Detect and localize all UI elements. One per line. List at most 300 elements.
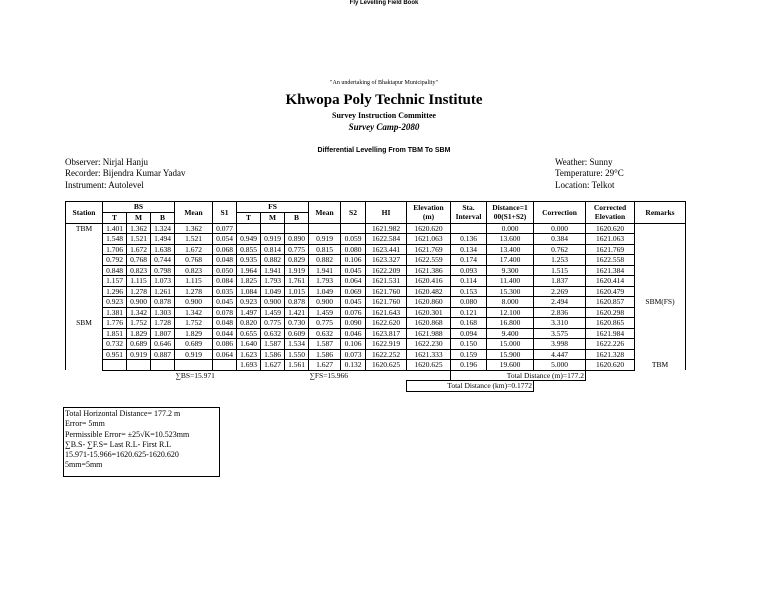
- cell-bs-t: 1.548: [103, 234, 127, 245]
- cell-distance: 11.400: [487, 276, 534, 287]
- cell-fs-m: 1.793: [261, 276, 285, 287]
- table-row: [66, 328, 711, 339]
- cell-sta-interval: 0.121: [451, 307, 487, 318]
- cell-hi: 1622.620: [366, 318, 407, 329]
- cell-s2: 0.106: [341, 255, 366, 266]
- cell-s2: 0.064: [341, 276, 366, 287]
- cell-bs-m: 1.521: [127, 234, 151, 245]
- cell-elevation: 1620.625: [407, 360, 451, 371]
- cell-station: [66, 307, 103, 318]
- table-row: [66, 339, 711, 350]
- cell-remarks: [635, 265, 686, 276]
- cell-bs-mean: 0.900: [175, 297, 213, 308]
- cell-bs-t: 0.732: [103, 339, 127, 350]
- cell-fs-m: 1.586: [261, 349, 285, 360]
- cell-s2: 0.076: [341, 307, 366, 318]
- col-elevation: Elevation (m): [407, 202, 451, 224]
- cell-correction: 0.384: [534, 234, 586, 245]
- note-line: Error= 5mm: [65, 419, 105, 429]
- cell-elevation: 1622.559: [407, 255, 451, 266]
- observer: Observer: Nirjal Hanju: [65, 157, 148, 167]
- cell-elevation: 1620.301: [407, 307, 451, 318]
- cell-bs-t: 1.381: [103, 307, 127, 318]
- cell-bs-m: 0.768: [127, 255, 151, 266]
- cell-bs-b: 1.494: [151, 234, 175, 245]
- cell-fs-b: 1.761: [285, 276, 309, 287]
- table-row: [66, 223, 711, 234]
- cell-fs-t: 1.497: [237, 307, 261, 318]
- cell-remarks: [635, 255, 686, 266]
- cell-bs-b: 1.261: [151, 286, 175, 297]
- cell-elevation: 1620.860: [407, 297, 451, 308]
- cell-fs-m: 1.627: [261, 360, 285, 371]
- cell-bs-m: 1.672: [127, 244, 151, 255]
- cell-remarks: [635, 223, 686, 234]
- col-bs-m: M: [127, 213, 151, 224]
- cell-fs-mean: 0.919: [309, 234, 341, 245]
- cell-elevation: 1621.063: [407, 234, 451, 245]
- cell-hi: 1623.817: [366, 328, 407, 339]
- cell-remarks: [635, 286, 686, 297]
- cell-remarks: [635, 244, 686, 255]
- cell-distance: 13.600: [487, 234, 534, 245]
- cell-remarks: SBM(FS): [635, 297, 686, 308]
- cell-fs-m: 0.882: [261, 255, 285, 266]
- table-row: [66, 234, 711, 245]
- cell-fs-t: 1.693: [237, 360, 261, 371]
- cell-s1: 0.048: [213, 255, 237, 266]
- cell-fs-mean: 1.627: [309, 360, 341, 371]
- cell-corrected-elevation: 1621.063: [586, 234, 635, 245]
- cell-bs-t: 0.923: [103, 297, 127, 308]
- col-fs-mean: Mean: [309, 202, 341, 224]
- cell-sta-interval: 0.114: [451, 276, 487, 287]
- cell-bs-t: 1.401: [103, 223, 127, 234]
- cell-fs-mean: 1.586: [309, 349, 341, 360]
- col-fs-b: B: [285, 213, 309, 224]
- cell-fs-m: 0.775: [261, 318, 285, 329]
- cell-fs-b: 0.730: [285, 318, 309, 329]
- table-row: [66, 297, 711, 308]
- cell-corrected-elevation: 1621.769: [586, 244, 635, 255]
- cell-bs-b: 0.798: [151, 265, 175, 276]
- cell-s1: 0.035: [213, 286, 237, 297]
- cell-bs-mean: 0.768: [175, 255, 213, 266]
- cell-sta-interval: 0.094: [451, 328, 487, 339]
- col-distance: Distance=1 00(S1+S2): [487, 202, 534, 224]
- cell-fs-mean: 0.632: [309, 328, 341, 339]
- cell-remarks: [635, 276, 686, 287]
- cell-hi: 1623.441: [366, 244, 407, 255]
- cell-bs-m: 1.342: [127, 307, 151, 318]
- cell-elevation: 1620.868: [407, 318, 451, 329]
- cell-bs-b: 1.728: [151, 318, 175, 329]
- cell-bs-b: [151, 360, 175, 371]
- table-row: [66, 244, 711, 255]
- cell-corrected-elevation: 1621.984: [586, 328, 635, 339]
- cell-bs-mean: 1.278: [175, 286, 213, 297]
- cell-s1: 0.064: [213, 349, 237, 360]
- table-row: [66, 360, 711, 371]
- col-bs-mean: Mean: [175, 202, 213, 224]
- cell-remarks: [635, 307, 686, 318]
- col-sta-interval: Sta. Interval: [451, 202, 487, 224]
- cell-bs-mean: 1.752: [175, 318, 213, 329]
- cell-sta-interval: 0.153: [451, 286, 487, 297]
- cell-elevation: 1621.769: [407, 244, 451, 255]
- cell-s1: 0.048: [213, 318, 237, 329]
- cell-corrected-elevation: 1620.298: [586, 307, 635, 318]
- cell-station: [66, 276, 103, 287]
- cell-fs-mean: 0.815: [309, 244, 341, 255]
- cell-fs-m: 0.814: [261, 244, 285, 255]
- document-subtitle: Differential Levelling From TBM To SBM: [317, 147, 451, 154]
- cell-hi: 1622.584: [366, 234, 407, 245]
- cell-hi: 1622.252: [366, 349, 407, 360]
- cell-elevation: 1621.386: [407, 265, 451, 276]
- cell-correction: 1.515: [534, 265, 586, 276]
- cell-remarks: [635, 318, 686, 329]
- cell-fs-t: 0.820: [237, 318, 261, 329]
- cell-bs-m: [127, 360, 151, 371]
- cell-s2: 0.045: [341, 297, 366, 308]
- cell-distance: 9.300: [487, 265, 534, 276]
- cell-distance: 19.600: [487, 360, 534, 371]
- cell-distance: 12.100: [487, 307, 534, 318]
- cell-bs-mean: 1.672: [175, 244, 213, 255]
- cell-bs-mean: 1.829: [175, 328, 213, 339]
- note-line: Total Horizontal Distance= 177.2 m: [65, 409, 181, 418]
- cell-correction: 2.494: [534, 297, 586, 308]
- col-bs: BS: [103, 202, 175, 213]
- cell-bs-m: 0.823: [127, 265, 151, 276]
- summary-notes-box: [63, 407, 220, 477]
- col-bs-b: B: [151, 213, 175, 224]
- col-fs-t: T: [237, 213, 261, 224]
- note-line: 5mm=5mm: [65, 460, 103, 470]
- cell-corrected-elevation: 1620.865: [586, 318, 635, 329]
- institute-title: Khwopa Poly Technic Institute: [285, 92, 483, 108]
- cell-fs-b: 0.878: [285, 297, 309, 308]
- col-fs: FS: [237, 202, 309, 213]
- cell-s2: 0.069: [341, 286, 366, 297]
- cell-fs-t: 0.935: [237, 255, 261, 266]
- col-hi: HI: [366, 202, 407, 224]
- cell-bs-t: 0.951: [103, 349, 127, 360]
- cell-distance: 15.000: [487, 339, 534, 350]
- cell-bs-m: 0.689: [127, 339, 151, 350]
- col-corrected-elevation: Corrected Elevation: [586, 202, 635, 224]
- cell-fs-m: 1.459: [261, 307, 285, 318]
- cell-distance: 16.800: [487, 318, 534, 329]
- cell-remarks: TBM: [635, 360, 686, 371]
- cell-bs-mean: 0.823: [175, 265, 213, 276]
- cell-elevation: 1621.333: [407, 349, 451, 360]
- cell-fs-b: 1.015: [285, 286, 309, 297]
- cell-correction: 3.310: [534, 318, 586, 329]
- cell-correction: 5.000: [534, 360, 586, 371]
- cell-elevation: 1621.988: [407, 328, 451, 339]
- cell-s1: 0.084: [213, 276, 237, 287]
- cell-correction: 3.575: [534, 328, 586, 339]
- cell-fs-t: [237, 223, 261, 234]
- sum-fs: ∑FS=15.966: [309, 370, 366, 381]
- cell-bs-b: 1.638: [151, 244, 175, 255]
- cell-fs-mean: 1.587: [309, 339, 341, 350]
- cell-hi: 1621.643: [366, 307, 407, 318]
- cell-remarks: [635, 234, 686, 245]
- committee-title: Survey Instruction Committee: [332, 111, 436, 120]
- table-row: [66, 276, 711, 287]
- cell-fs-t: 1.623: [237, 349, 261, 360]
- col-s2: S2: [341, 202, 366, 224]
- cell-corrected-elevation: 1621.328: [586, 349, 635, 360]
- cell-s2: 0.059: [341, 234, 366, 245]
- cell-elevation: 1622.230: [407, 339, 451, 350]
- temperature: Temperature: 29°C: [555, 168, 624, 179]
- cell-bs-m: 0.919: [127, 349, 151, 360]
- sum-bs: ∑BS=15.971: [175, 370, 237, 381]
- cell-s2: [341, 223, 366, 234]
- cell-fs-mean: 0.882: [309, 255, 341, 266]
- cell-fs-m: 0.900: [261, 297, 285, 308]
- cell-bs-m: 1.829: [127, 328, 151, 339]
- cell-correction: 0.762: [534, 244, 586, 255]
- cell-s2: 0.090: [341, 318, 366, 329]
- col-s1: S1: [213, 202, 237, 224]
- cell-s1: 0.068: [213, 244, 237, 255]
- weather: Weather: Sunny: [555, 157, 613, 167]
- tagline: "An undertaking of Bhaktapur Municipality": [330, 80, 438, 86]
- cell-fs-b: 1.561: [285, 360, 309, 371]
- cell-sta-interval: 0.134: [451, 244, 487, 255]
- cell-s1: 0.044: [213, 328, 237, 339]
- cell-bs-m: 1.752: [127, 318, 151, 329]
- table-row: [66, 349, 711, 360]
- cell-bs-m: 1.115: [127, 276, 151, 287]
- note-line: ∑B.S- ∑F.S= Last R.L- First R.L: [65, 439, 172, 449]
- note-line: Permissible Error= ±25√K=10.523mm: [65, 429, 190, 439]
- cell-s1: 0.086: [213, 339, 237, 350]
- cell-bs-t: 1.776: [103, 318, 127, 329]
- cell-hi: 1623.327: [366, 255, 407, 266]
- cell-distance: 15.300: [487, 286, 534, 297]
- table-row: [66, 307, 711, 318]
- cell-fs-t: 1.825: [237, 276, 261, 287]
- cell-fs-m: 1.587: [261, 339, 285, 350]
- cell-sta-interval: 0.159: [451, 349, 487, 360]
- cell-bs-mean: 1.521: [175, 234, 213, 245]
- cell-station: [66, 286, 103, 297]
- col-bs-t: T: [103, 213, 127, 224]
- cell-elevation: 1620.416: [407, 276, 451, 287]
- cell-distance: 9.400: [487, 328, 534, 339]
- cell-bs-mean: [175, 360, 213, 371]
- cell-fs-mean: 1.941: [309, 265, 341, 276]
- cell-fs-mean: 1.049: [309, 286, 341, 297]
- cell-sta-interval: 0.093: [451, 265, 487, 276]
- cell-corrected-elevation: 1620.857: [586, 297, 635, 308]
- cell-correction: 3.998: [534, 339, 586, 350]
- cell-hi: 1621.982: [366, 223, 407, 234]
- cell-fs-t: 0.949: [237, 234, 261, 245]
- cell-bs-mean: 1.342: [175, 307, 213, 318]
- cell-corrected-elevation: 1622.558: [586, 255, 635, 266]
- col-remarks: Remarks: [635, 202, 686, 224]
- cell-station: [66, 297, 103, 308]
- cell-bs-b: 0.887: [151, 349, 175, 360]
- levelling-table: [65, 201, 711, 392]
- cell-station: [66, 244, 103, 255]
- cell-s2: 0.132: [341, 360, 366, 371]
- cell-correction: 2.836: [534, 307, 586, 318]
- table-body: [66, 223, 711, 370]
- cell-station: [66, 328, 103, 339]
- cell-bs-mean: 1.115: [175, 276, 213, 287]
- cell-s1: 0.054: [213, 234, 237, 245]
- cell-bs-t: 0.848: [103, 265, 127, 276]
- cell-sta-interval: 0.174: [451, 255, 487, 266]
- cell-corrected-elevation: 1620.620: [586, 223, 635, 234]
- table-row: [66, 255, 711, 266]
- cell-s1: 0.078: [213, 307, 237, 318]
- cell-fs-b: 1.550: [285, 349, 309, 360]
- cell-fs-b: 0.609: [285, 328, 309, 339]
- cell-fs-mean: [309, 223, 341, 234]
- cell-bs-b: 1.073: [151, 276, 175, 287]
- cell-bs-t: 1.296: [103, 286, 127, 297]
- cell-bs-b: 1.324: [151, 223, 175, 234]
- cell-s1: 0.077: [213, 223, 237, 234]
- cell-station: [66, 265, 103, 276]
- cell-sta-interval: 0.150: [451, 339, 487, 350]
- cell-s2: 0.073: [341, 349, 366, 360]
- total-distance-km: Total Distance (km)=0.1772: [407, 381, 534, 392]
- total-km-row: [66, 381, 711, 392]
- cell-bs-mean: 0.919: [175, 349, 213, 360]
- cell-bs-mean: 1.362: [175, 223, 213, 234]
- cell-corrected-elevation: 1620.479: [586, 286, 635, 297]
- cell-fs-b: 1.919: [285, 265, 309, 276]
- cell-remarks: [635, 349, 686, 360]
- total-distance-m: Total Distance (m)=177.2: [451, 370, 586, 381]
- cell-s2: 0.045: [341, 265, 366, 276]
- cell-corrected-elevation: 1620.620: [586, 360, 635, 371]
- note-line: 15.971-15.966=1620.625-1620.620: [65, 450, 179, 460]
- cell-corrected-elevation: 1622.226: [586, 339, 635, 350]
- cell-station: [66, 234, 103, 245]
- cell-fs-t: 0.923: [237, 297, 261, 308]
- cell-remarks: [635, 328, 686, 339]
- cell-bs-m: 0.900: [127, 297, 151, 308]
- cell-distance: 8.000: [487, 297, 534, 308]
- cell-bs-b: 0.878: [151, 297, 175, 308]
- sum-row: [66, 370, 711, 381]
- cell-distance: 13.400: [487, 244, 534, 255]
- cell-fs-b: 1.421: [285, 307, 309, 318]
- cell-station: [66, 255, 103, 266]
- cell-hi: 1622.209: [366, 265, 407, 276]
- cell-bs-b: 1.303: [151, 307, 175, 318]
- cell-hi: 1621.760: [366, 286, 407, 297]
- cell-fs-m: 0.632: [261, 328, 285, 339]
- cell-correction: 2.269: [534, 286, 586, 297]
- cell-s1: 0.045: [213, 297, 237, 308]
- instrument: Instrument: Autolevel: [65, 179, 144, 190]
- field-book-title: Fly Levelling Field Book: [349, 0, 419, 6]
- cell-sta-interval: 0.136: [451, 234, 487, 245]
- cell-remarks: [635, 339, 686, 350]
- cell-hi: 1622.919: [366, 339, 407, 350]
- cell-fs-mean: 0.900: [309, 297, 341, 308]
- cell-fs-t: 1.640: [237, 339, 261, 350]
- meta-left: [65, 157, 185, 191]
- col-station: Station: [66, 202, 103, 224]
- cell-sta-interval: 0.080: [451, 297, 487, 308]
- cell-fs-m: 1.941: [261, 265, 285, 276]
- cell-s2: 0.046: [341, 328, 366, 339]
- cell-bs-b: 0.646: [151, 339, 175, 350]
- cell-fs-mean: 1.459: [309, 307, 341, 318]
- cell-bs-mean: 0.689: [175, 339, 213, 350]
- cell-bs-m: 1.362: [127, 223, 151, 234]
- cell-hi: 1621.760: [366, 297, 407, 308]
- cell-bs-b: 0.744: [151, 255, 175, 266]
- cell-elevation: 1620.482: [407, 286, 451, 297]
- cell-hi: 1621.531: [366, 276, 407, 287]
- cell-bs-b: 1.807: [151, 328, 175, 339]
- cell-bs-t: 1.851: [103, 328, 127, 339]
- cell-hi: 1620.625: [366, 360, 407, 371]
- cell-s1: [213, 360, 237, 371]
- cell-bs-m: 1.278: [127, 286, 151, 297]
- cell-distance: 17.400: [487, 255, 534, 266]
- cell-fs-m: 0.919: [261, 234, 285, 245]
- cell-bs-t: [103, 360, 127, 371]
- cell-fs-b: 0.890: [285, 234, 309, 245]
- cell-station: TBM: [66, 223, 103, 234]
- cell-station: SBM: [66, 318, 103, 329]
- recorder: Recorder: Bijendra Kumar Yadav: [65, 168, 186, 179]
- cell-fs-m: [261, 223, 285, 234]
- cell-fs-mean: 0.775: [309, 318, 341, 329]
- cell-fs-mean: 1.793: [309, 276, 341, 287]
- cell-correction: 4.447: [534, 349, 586, 360]
- cell-fs-t: 1.084: [237, 286, 261, 297]
- location: Location: Telkot: [555, 179, 615, 190]
- cell-correction: 1.253: [534, 255, 586, 266]
- cell-fs-b: 0.829: [285, 255, 309, 266]
- cell-correction: 0.000: [534, 223, 586, 234]
- cell-sta-interval: 0.196: [451, 360, 487, 371]
- cell-corrected-elevation: 1621.384: [586, 265, 635, 276]
- cell-fs-b: [285, 223, 309, 234]
- col-correction: Correction: [534, 202, 586, 224]
- table-row: [66, 318, 711, 329]
- cell-station: [66, 339, 103, 350]
- cell-bs-t: 0.792: [103, 255, 127, 266]
- cell-elevation: 1620.620: [407, 223, 451, 234]
- cell-sta-interval: 0.168: [451, 318, 487, 329]
- cell-correction: 1.837: [534, 276, 586, 287]
- cell-bs-t: 1.706: [103, 244, 127, 255]
- camp-title: Survey Camp-2080: [348, 122, 420, 132]
- cell-fs-b: 0.775: [285, 244, 309, 255]
- cell-s1: 0.050: [213, 265, 237, 276]
- cell-fs-t: 0.655: [237, 328, 261, 339]
- col-fs-m: M: [261, 213, 285, 224]
- table-row: [66, 286, 711, 297]
